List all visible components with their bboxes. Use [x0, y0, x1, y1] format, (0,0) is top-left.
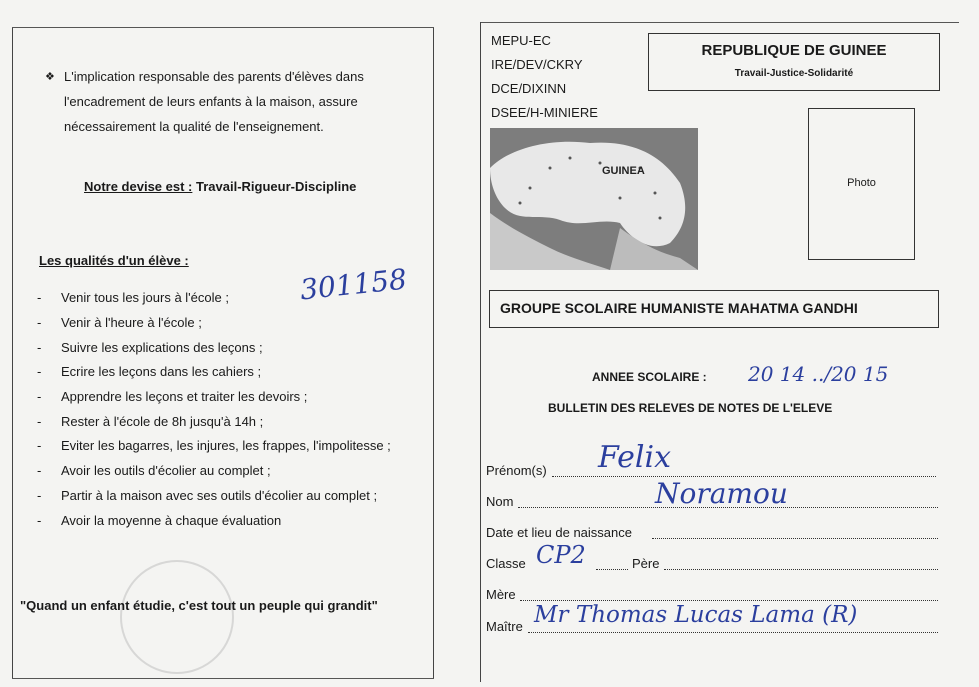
photo-label: Photo — [847, 177, 876, 189]
mere-label: Mère — [486, 587, 516, 602]
pere-line — [664, 569, 938, 570]
school-name-box — [489, 290, 939, 328]
classe-line — [596, 569, 628, 570]
photo-box — [808, 108, 915, 260]
classe-value: CP2 — [536, 541, 586, 569]
maitre-label: Maître — [486, 619, 523, 634]
intro-line-3: nécessairement la qualité de l'enseignement. — [64, 119, 324, 134]
motto-label: Notre devise est : — [84, 179, 193, 194]
motto — [84, 179, 356, 194]
motto-value: Travail-Rigueur-Discipline — [196, 179, 357, 194]
quality-item-7: Eviter les bagarres, les injures, les frappes, l'impolitesse ; — [61, 438, 391, 453]
quality-item-3: Suivre les explications des leçons ; — [61, 340, 263, 355]
bulletin-title: BULLETIN DES RELEVES DE NOTES DE L'ELEVE — [548, 401, 833, 415]
quote: "Quand un enfant étudie, c'est tout un peuple qui grandit" — [20, 598, 378, 613]
quality-dash: - — [37, 364, 42, 379]
republic-motto: Travail-Justice-Solidarité — [734, 68, 854, 79]
intro-line-1: L'implication responsable des parents d'élèves dans — [64, 69, 364, 84]
quality-dash: - — [37, 340, 42, 355]
quality-item-10: Avoir la moyenne à chaque évaluation — [61, 513, 282, 528]
maitre-value: Mr Thomas Lucas Lama (R) — [534, 602, 858, 628]
classe-label: Classe — [486, 556, 526, 571]
naissance-line — [652, 538, 938, 539]
quality-dash: - — [37, 438, 42, 453]
faded-stamp — [120, 560, 234, 674]
left-bottom-border — [12, 678, 434, 679]
quality-dash: - — [37, 389, 42, 404]
intro-line-2: l'encadrement de leurs enfants à la maison, assure — [64, 94, 358, 109]
naissance-label: Date et lieu de naissance — [486, 525, 632, 540]
quality-dash: - — [37, 315, 42, 330]
school-name: GROUPE SCOLAIRE HUMANISTE MAHATMA GANDHI — [500, 300, 858, 316]
maitre-line — [528, 632, 938, 633]
quality-dash: - — [37, 414, 42, 429]
quality-item-9: Partir à la maison avec ses outils d'écolier au complet ; — [61, 488, 378, 503]
prenom-label: Prénom(s) — [486, 463, 547, 478]
nom-label: Nom — [486, 494, 514, 509]
header-line-3: DCE/DIXINN — [491, 81, 567, 96]
map-icon — [490, 128, 698, 270]
pere-label: Père — [632, 556, 660, 571]
year-value: 20 14 ../20 15 — [748, 362, 889, 386]
quality-dash: - — [37, 513, 42, 528]
prenom-value: Felix — [598, 440, 672, 475]
quality-item-8: Avoir les outils d'écolier au complet ; — [61, 463, 271, 478]
republic-title: REPUBLIQUE DE GUINEE — [701, 42, 887, 59]
republic-box — [648, 33, 940, 91]
handwritten-number: 301158 — [298, 262, 409, 307]
quality-item-1: Venir tous les jours à l'école ; — [61, 290, 229, 305]
mere-line — [520, 600, 938, 601]
quality-item-5: Apprendre les leçons et traiter les devoirs ; — [61, 389, 308, 404]
nom-value: Noramou — [655, 477, 788, 510]
header-line-2: IRE/DEV/CKRY — [491, 57, 583, 72]
guinea-map-image — [490, 128, 698, 270]
header-line-4: DSEE/H-MINIERE — [491, 105, 598, 120]
quality-item-2: Venir à l'heure à l'école ; — [61, 315, 202, 330]
diamond-bullet-icon: ❖ — [45, 71, 55, 83]
qualities-title: Les qualités d'un élève : — [39, 253, 189, 268]
quality-dash: - — [37, 290, 42, 305]
quality-dash: - — [37, 488, 42, 503]
quality-item-6: Rester à l'école de 8h jusqu'à 14h ; — [61, 414, 264, 429]
map-label: GUINEA — [602, 165, 645, 177]
quality-item-4: Ecrire les leçons dans les cahiers ; — [61, 364, 262, 379]
year-label: ANNEE SCOLAIRE : — [592, 370, 707, 384]
header-line-1: MEPU-EC — [491, 33, 551, 48]
quality-dash: - — [37, 463, 42, 478]
